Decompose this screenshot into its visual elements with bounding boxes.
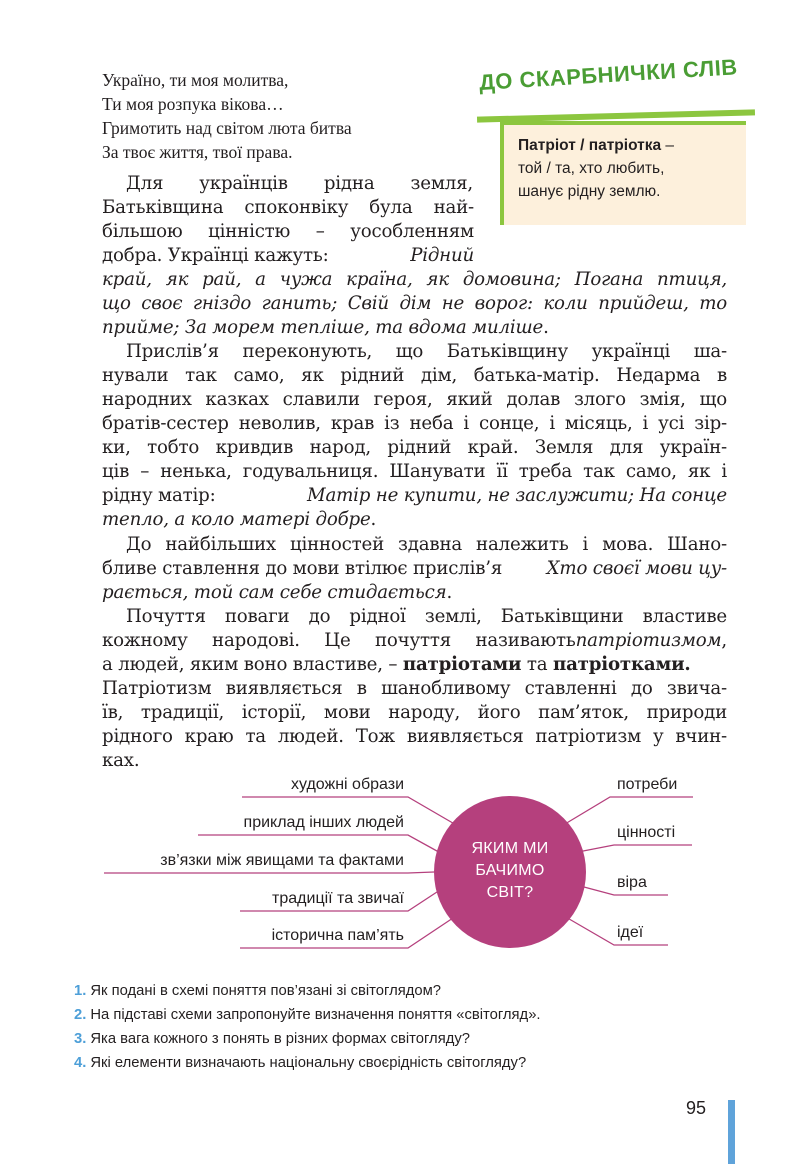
mindmap-right-label: цінності (617, 824, 676, 841)
mindmap-right-label: потреби (617, 776, 678, 793)
poem-line: Гримотить над світом люта битва (102, 118, 352, 138)
vocab-term: Патріот / патріотка (518, 137, 662, 154)
paragraph-3: До найбільших цінностей здавна належить і мова. Шано- бливе ставлення до мови втілює прислів’я Хто своєї мови цу- рається, той сам себе стидається. (102, 534, 727, 603)
paragraph-1: Для українців рідна земля, Батьківщина споконвіку була най- більшою цінністю – уособленням добра. Українці кажуть: Рідний край, як рай, а чужа країна, як домовина; Погана птиця, що своє гніздо ганить; Свій дім не ворог: коли прийдеш, то прийме; За морем тепліше, та вдома миліше. (102, 173, 727, 338)
poem-line: За твоє життя, твої права. (102, 142, 293, 162)
mindmap-connector (564, 916, 668, 945)
question-item: 2. На підставі схеми запропонуйте визначення поняття «світогляд». (74, 1007, 541, 1023)
mindmap-left-label: художні образи (290, 776, 404, 793)
mindmap-connector (578, 845, 692, 852)
page-number: 95 (686, 1098, 707, 1118)
mindmap-connector (104, 872, 434, 873)
paragraph-4: Почуття поваги до рідної землі, Батьківщини властиве кожному народові. Це почуття називають патріотизмом , а людей, яким воно властиве, – патріотами та патріотками. Патріотизм виявляється в шанобливому ставленні до звича- їв, традиції, історії, мови народу, його пам’яток, природи рідного краю та людей. Тож виявляється патріотизм у вчин- ках. (102, 606, 727, 771)
poem-line: Україно, ти моя молитва, (102, 70, 289, 90)
paragraph-2: Прислів’я переконують, що Батьківщину українці ша- нували так само, як рідний дім, батька-матір. Недарма в народних казках славили героя, який долав злого змія, що братів-сестер неволив, крав із неба і сонце, і місяць, і усі зір- ки, тобто кривдив народ, рідний край. Земля для україн- ців – ненька, годувальниця. Шанувати її треба так само, як і рідну матір: Матір не купити, не заслужити; На сонце тепло, а коло матері добре. (102, 341, 727, 530)
mindmap-center-label: ЯКИМ МИ БАЧИМО СВІТ? (471, 840, 549, 901)
mindmap-left-label: традиції та звичаї (272, 890, 404, 907)
questions-list (74, 979, 714, 1075)
mindmap-left-label: зв’язки між явищами та фактами (160, 852, 404, 869)
vocab-title: ДО СКАРБНИЧКИ СЛІВ (478, 54, 739, 96)
poem-line: Ти моя розпука вікова… (102, 94, 284, 114)
question-item: 4. Які елементи визначають національну своєрідність світогляду? (74, 1055, 527, 1071)
page-edge-bar (728, 1100, 735, 1164)
mindmap-left-label: приклад інших людей (243, 814, 404, 831)
question-item: 3. Яка вага кожного з понять в різних формах світогляду? (74, 1031, 470, 1047)
mindmap-right-label: віра (617, 874, 647, 891)
mindmap-left-label: історична пам’ять (271, 927, 404, 944)
mindmap-right-label: ідеї (617, 924, 644, 941)
vocab-definition: Патріот / патріотка – той / та, хто любить, шанує рідну землю. (518, 137, 675, 200)
question-item: 1. Як подані в схемі поняття пов’язані зі світоглядом? (74, 983, 442, 999)
